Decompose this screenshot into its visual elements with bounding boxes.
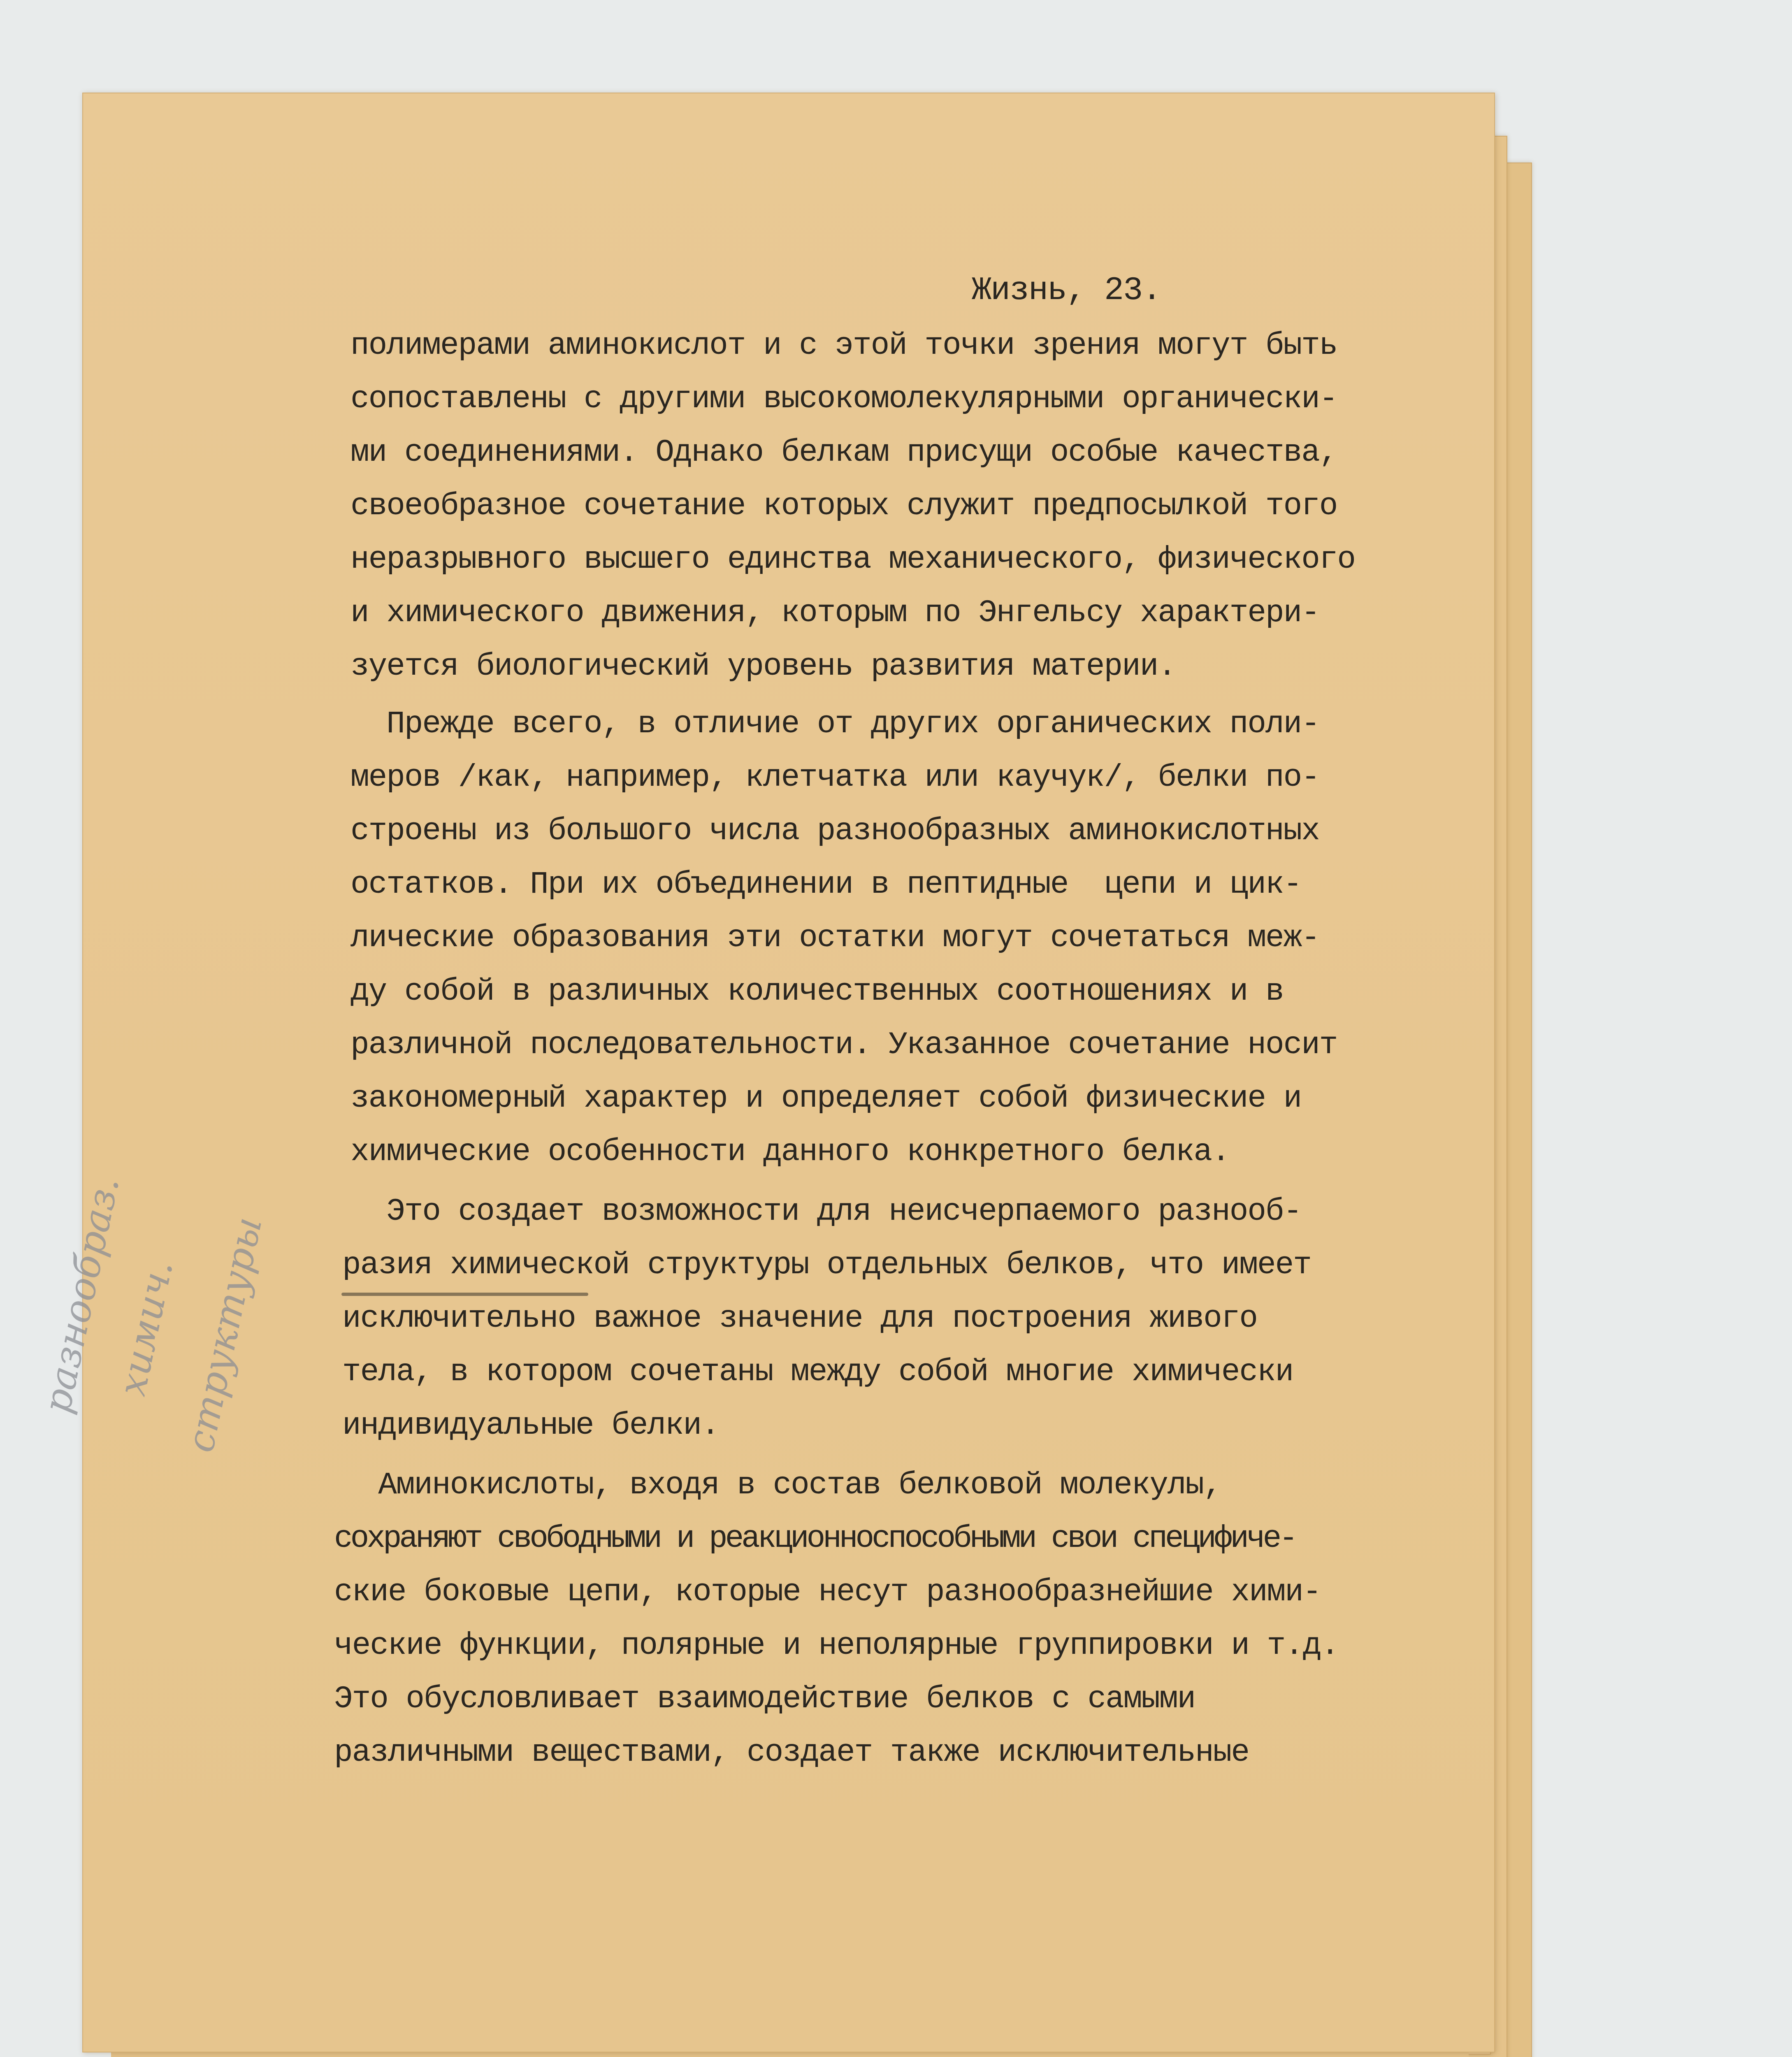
text-line: различными веществами, создает также исключительные	[334, 1735, 1249, 1770]
text-line: химические особенности данного конкретного белка.	[351, 1134, 1230, 1170]
text-line: полимерами аминокислот и с этой точки зрения могут быть	[351, 328, 1337, 363]
text-line: своеобразное сочетание которых служит предпосылкой того	[351, 488, 1337, 524]
text-line: тела, в котором сочетаны между собой многие химически	[342, 1354, 1293, 1390]
margin-note-line: химич.	[110, 1256, 182, 1400]
text-line: исключительно важное значение для построения живого	[342, 1301, 1257, 1336]
text-line: закономерный характер и определяет собой физические и	[351, 1081, 1302, 1116]
text-line: разия химической структуры отдельных белков, что имеет	[342, 1247, 1311, 1283]
text-line: Прежде всего, в отличие от других органических поли-	[351, 706, 1319, 742]
text-line: ми соединениями. Однако белкам присущи особые качества,	[351, 435, 1337, 470]
typed-text	[83, 93, 1494, 2052]
pencil-underline	[341, 1293, 588, 1296]
text-line: индивидуальные белки.	[342, 1408, 719, 1443]
text-line: Это обусловливает взаимодействие белков с самыми	[334, 1681, 1195, 1717]
margin-note-line: разнообраз.	[35, 1172, 128, 1417]
text-line: и химического движения, которым по Энгельсу характери-	[351, 595, 1319, 631]
text-line: Аминокислоты, входя в состав белковой молекулы,	[342, 1467, 1221, 1503]
text-line: меров /как, например, клетчатка или каучук/, белки по-	[351, 760, 1319, 795]
text-line: остатков. При их объединении в пептидные цепи и цик-	[351, 867, 1302, 902]
text-line: неразрывного высшего единства механического, физического	[351, 542, 1356, 577]
typed-page	[82, 93, 1495, 2052]
text-line: ческие функции, полярные и неполярные группировки и т.д.	[334, 1628, 1339, 1663]
text-line: сопоставлены с другими высокомолекулярными органически-	[351, 381, 1337, 417]
text-line: ские боковые цепи, которые несут разнообразнейшие хими-	[334, 1574, 1321, 1610]
text-line: зуется биологический уровень развития материи.	[351, 649, 1176, 684]
text-line: ду собой в различных количественных соотношениях и в	[351, 974, 1284, 1009]
text-line: Это создает возможности для неисчерпаемого разнооб-	[351, 1194, 1302, 1229]
text-line: сохраняют свободными и реакционноспособными свои специфиче-	[334, 1521, 1295, 1556]
text-line: различной последовательности. Указанное сочетание носит	[351, 1027, 1337, 1063]
text-line: строены из большого числа разнообразных аминокислотных	[351, 813, 1319, 849]
page-header: Жизнь, 23.	[972, 272, 1161, 309]
margin-note-line: структуры	[178, 1213, 271, 1456]
text-line: лические образования эти остатки могут сочетаться меж-	[351, 920, 1319, 956]
